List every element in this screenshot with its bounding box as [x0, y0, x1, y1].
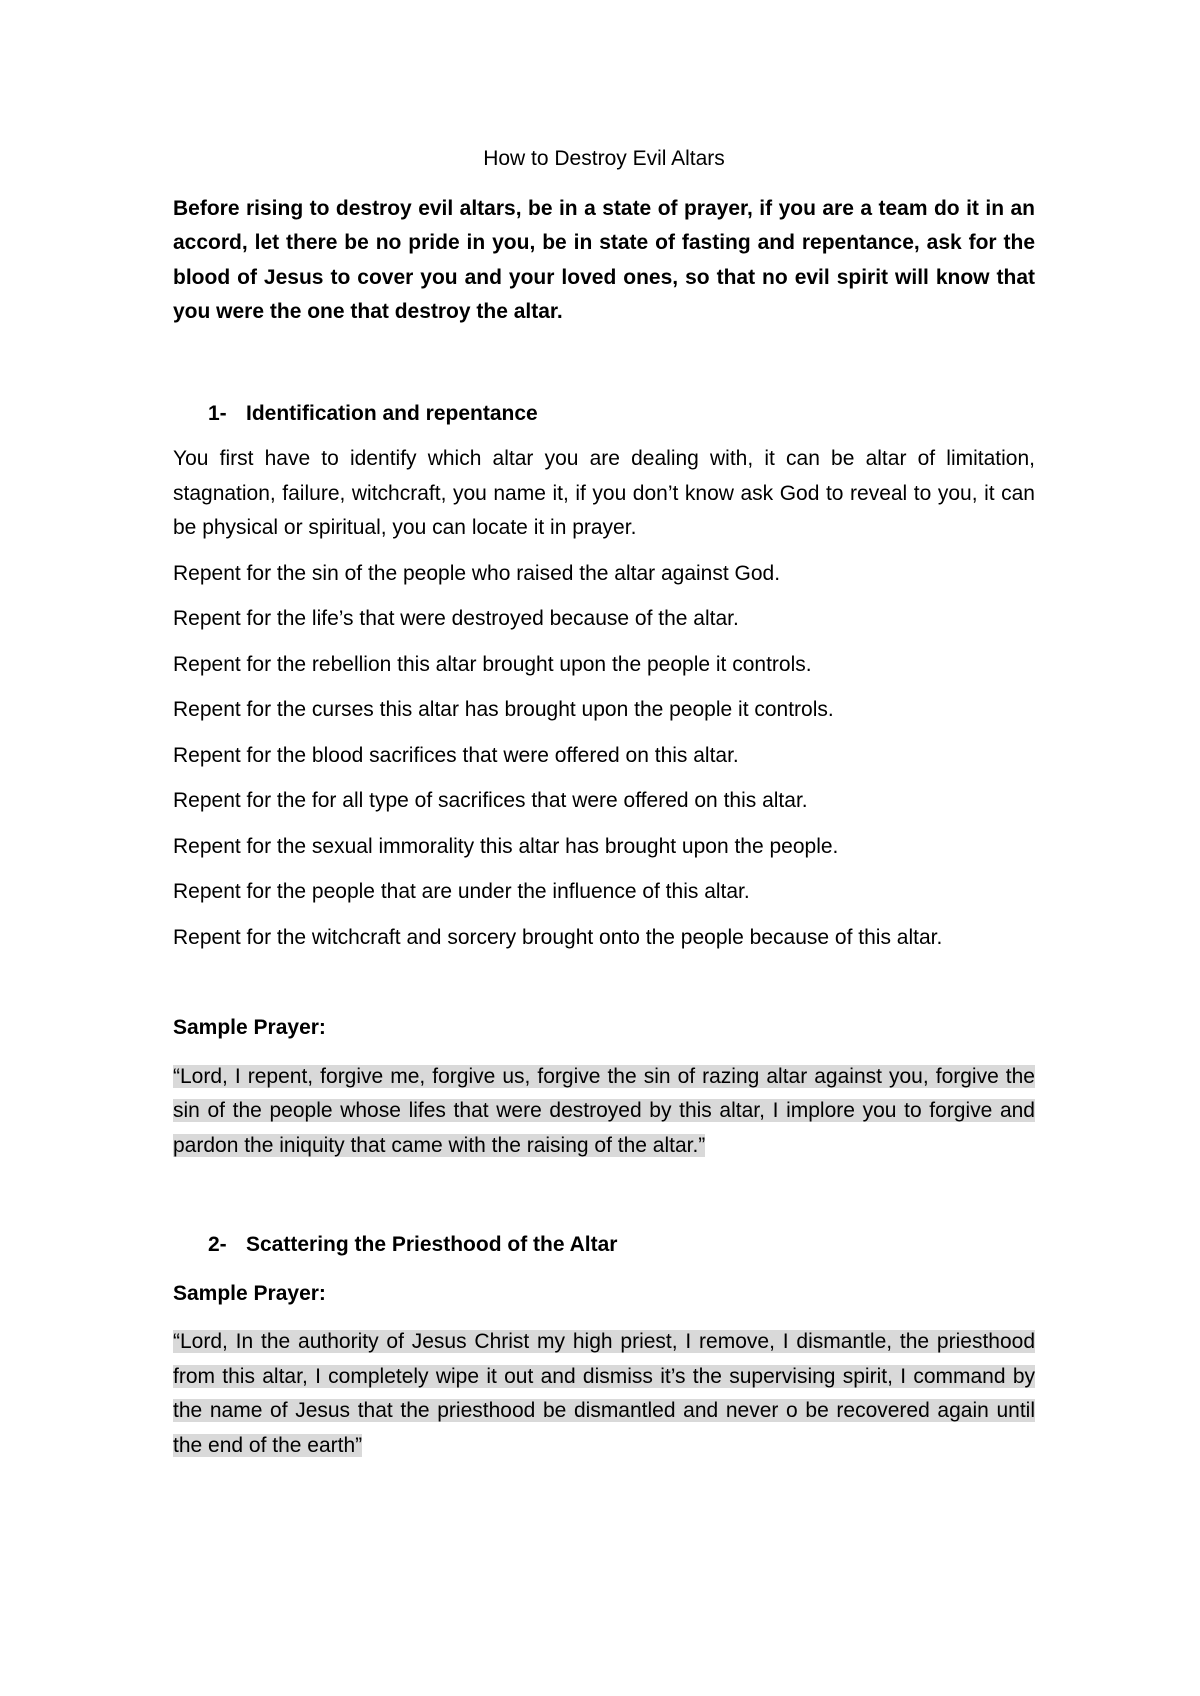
section-2-title: Scattering the Priesthood of the Altar: [246, 1233, 618, 1256]
repent-line: Repent for the sexual immorality this altar has brought upon the people.: [173, 834, 839, 858]
repent-line: Repent for the blood sacrifices that were offered on this altar.: [173, 743, 739, 767]
document-title: How to Destroy Evil Altars: [483, 147, 725, 170]
section-1-title: Identification and repentance: [246, 401, 538, 425]
section-2-sample-label: Sample Prayer:: [173, 1281, 326, 1305]
section-1-prayer-text: “Lord, I repent, forgive me, forgive us, forgive the sin of razing altar against you, forgive the sin of the people whose lifes that were destroyed by this altar, I implore you to forgive and pardon the iniquity that came with the raising of the altar.”: [173, 1064, 1035, 1157]
section-1-number: 1-: [208, 401, 227, 425]
repent-line: Repent for the sin of the people who raised the altar against God.: [173, 561, 781, 585]
repent-line: Repent for the life’s that were destroyed because of the altar.: [173, 607, 739, 630]
section-2-heading: [173, 1228, 1035, 1263]
repent-line: Repent for the witchcraft and sorcery brought onto the people because of this altar.: [173, 925, 943, 949]
repent-line: Repent for the for all type of sacrifices that were offered on this altar.: [173, 789, 808, 812]
spacer: [173, 955, 1035, 1011]
spacer: [173, 330, 1035, 397]
section-1-prayer: [173, 1060, 1035, 1164]
section-1-body: You first have to identify which altar you are dealing with, it can be altar of limitation, stagnation, failure, witchcraft, you name it, if you don’t know ask God to reveal to you, it can be physical or spiritual, you can locate it in prayer.: [173, 447, 1035, 539]
document-body: [173, 142, 1035, 1463]
section-2-number: 2-: [208, 1233, 227, 1256]
section-1-sample-label: Sample Prayer:: [173, 1016, 326, 1039]
spacer: [173, 1163, 1035, 1228]
repent-line: Repent for the people that are under the influence of this altar.: [173, 880, 750, 903]
repent-line: Repent for the curses this altar has brought upon the people it controls.: [173, 698, 834, 721]
repent-line: Repent for the rebellion this altar brought upon the people it controls.: [173, 652, 812, 676]
section-2-prayer-text: “Lord, In the authority of Jesus Christ my high priest, I remove, I dismantle, the priesthood from this altar, I completely wipe it out and dismiss it’s the supervising spirit, I command by the name of Jesus that the priesthood be dismantled and never o be recovered again until the end of the earth”: [173, 1330, 1035, 1457]
section-1-heading: [173, 397, 1035, 432]
section-2-prayer: [173, 1325, 1035, 1463]
intro-paragraph: Before rising to destroy evil altars, be in a state of prayer, if you are a team do it in an accord, let there be no pride in you, be in state of fasting and repentance, ask for the blood of Jesus to cover you and your loved ones, so that no evil spirit will know that you were the one that destroy the altar.: [173, 196, 1035, 323]
